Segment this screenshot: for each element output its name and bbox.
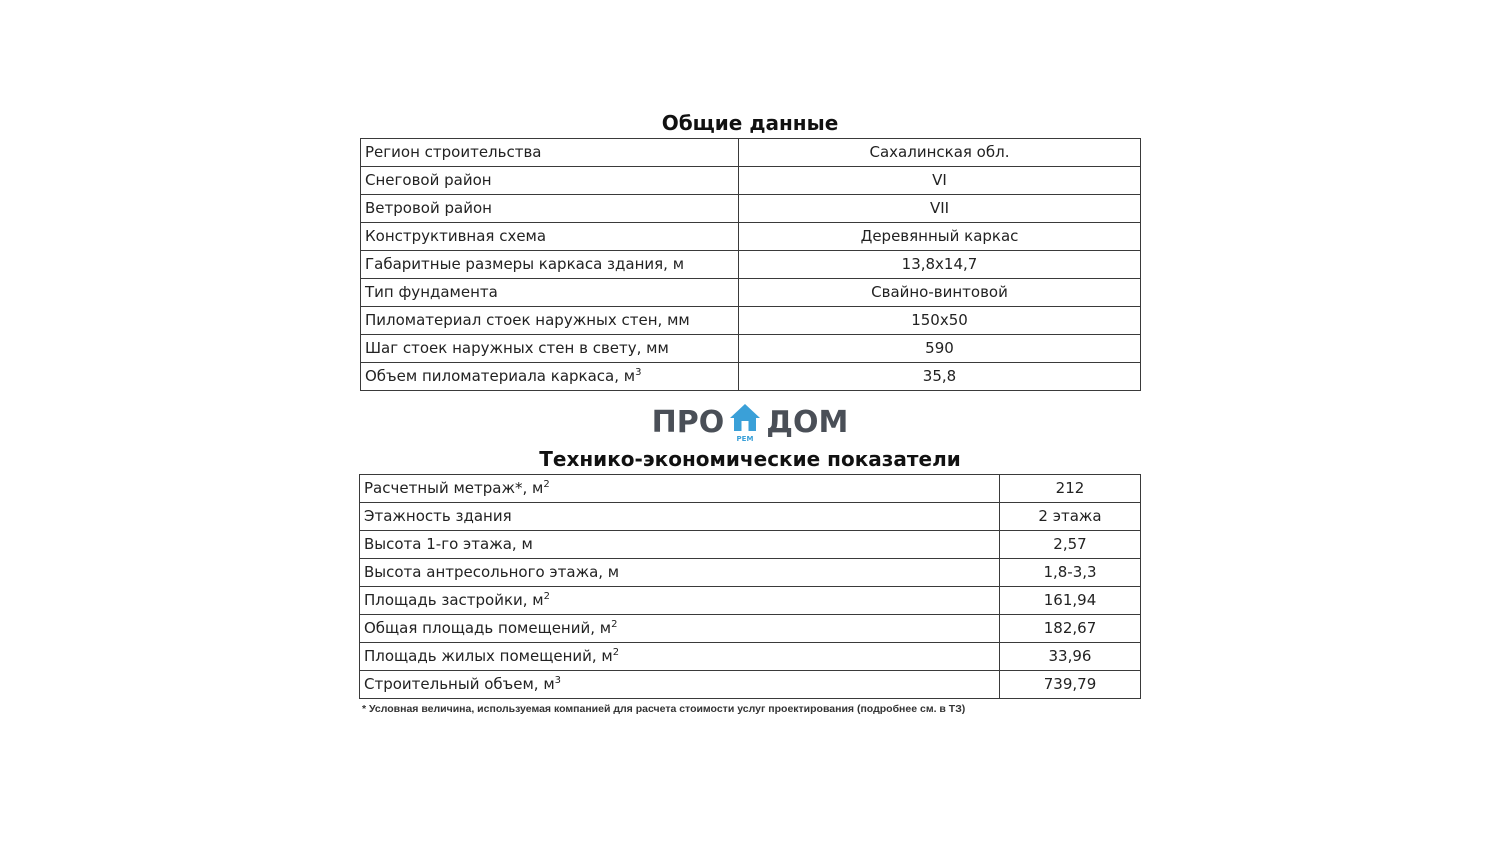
unit-exponent: 2 [612, 647, 620, 658]
row-label-cell [361, 307, 739, 335]
row-label-cell [361, 139, 739, 167]
row-label-cell [361, 279, 739, 307]
row-label-cell [360, 671, 1000, 699]
general-data-title: Общие данные [661, 111, 839, 135]
row-label-cell [360, 559, 1000, 587]
row-label: Высота антресольного этажа, м [364, 563, 620, 581]
row-label: Общая площадь помещений, м [364, 619, 612, 637]
row-value: 150х50 [739, 307, 1141, 335]
table-row [361, 363, 1141, 391]
row-label: Тип фундамента [365, 283, 498, 301]
row-value: 182,67 [1000, 615, 1141, 643]
table-row [361, 279, 1141, 307]
row-label: Строительный объем, м [364, 675, 555, 693]
house-icon [728, 401, 762, 443]
row-label-cell [360, 503, 1000, 531]
row-label: Площадь застройки, м [364, 591, 544, 609]
row-label-cell [361, 251, 739, 279]
row-value: 161,94 [1000, 587, 1141, 615]
logo-text-right: ДОМ [766, 404, 849, 440]
footnote: * Условная величина, используемая компанией для расчета стоимости услуг проектирования (подробнее см. в ТЗ) [362, 703, 966, 715]
row-label-cell [361, 335, 739, 363]
row-label-cell [360, 643, 1000, 671]
table-row [361, 195, 1141, 223]
row-label-cell [361, 363, 739, 391]
table-row [361, 223, 1141, 251]
row-value: 35,8 [739, 363, 1141, 391]
table-row [360, 475, 1141, 503]
row-value: 2 этажа [1000, 503, 1141, 531]
row-label: Ветровой район [365, 199, 492, 217]
row-value: 1,8-3,3 [1000, 559, 1141, 587]
row-value: 13,8х14,7 [739, 251, 1141, 279]
row-label: Этажность здания [364, 507, 512, 525]
unit-exponent: 3 [554, 675, 562, 686]
unit-exponent: 2 [543, 591, 550, 602]
row-label-cell [361, 223, 739, 251]
row-value: 2,57 [1000, 531, 1141, 559]
row-value: 212 [1000, 475, 1141, 503]
table-row [360, 503, 1141, 531]
indicators-table [359, 474, 1141, 699]
row-value: 590 [739, 335, 1141, 363]
row-label: Конструктивная схема [365, 227, 547, 245]
row-label: Регион строительства [365, 143, 542, 161]
row-label-cell [361, 167, 739, 195]
row-value: VII [739, 195, 1141, 223]
table-row [360, 671, 1141, 699]
row-label-cell [361, 195, 739, 223]
unit-exponent: 3 [635, 367, 642, 378]
prodom-logo [600, 400, 900, 444]
unit-exponent: 2 [543, 479, 550, 490]
row-value: 739,79 [1000, 671, 1141, 699]
row-label: Объем пиломатериала каркаса, м [365, 367, 636, 385]
row-label-cell [360, 475, 1000, 503]
table-row [360, 643, 1141, 671]
row-label: Шаг стоек наружных стен в свету, мм [365, 339, 669, 357]
row-value: VI [739, 167, 1141, 195]
table-row [361, 139, 1141, 167]
row-label: Снеговой район [365, 171, 492, 189]
table-row [361, 251, 1141, 279]
unit-exponent: 2 [611, 619, 618, 630]
table-row [360, 615, 1141, 643]
row-label: Высота 1-го этажа, м [364, 535, 533, 553]
row-label-cell [360, 587, 1000, 615]
logo-small-text: РЕМ [736, 435, 754, 443]
row-value: 33,96 [1000, 643, 1141, 671]
table-row [360, 587, 1141, 615]
table-row [361, 335, 1141, 363]
table-row [361, 167, 1141, 195]
table-row [361, 307, 1141, 335]
row-label: Пиломатериал стоек наружных стен, мм [365, 311, 690, 329]
table-row [360, 559, 1141, 587]
row-label-cell [360, 615, 1000, 643]
row-label: Расчетный метраж*, м [364, 479, 544, 497]
table-row [360, 531, 1141, 559]
row-value: Свайно-винтовой [739, 279, 1141, 307]
logo-text-left: ПРО [651, 404, 725, 440]
row-label: Габаритные размеры каркаса здания, м [365, 255, 685, 273]
indicators-title: Технико-экономические показатели [539, 447, 961, 471]
row-value: Деревянный каркас [739, 223, 1141, 251]
row-value: Сахалинская обл. [739, 139, 1141, 167]
row-label: Площадь жилых помещений, м [364, 647, 613, 665]
general-data-table [360, 138, 1141, 391]
row-label-cell [360, 531, 1000, 559]
